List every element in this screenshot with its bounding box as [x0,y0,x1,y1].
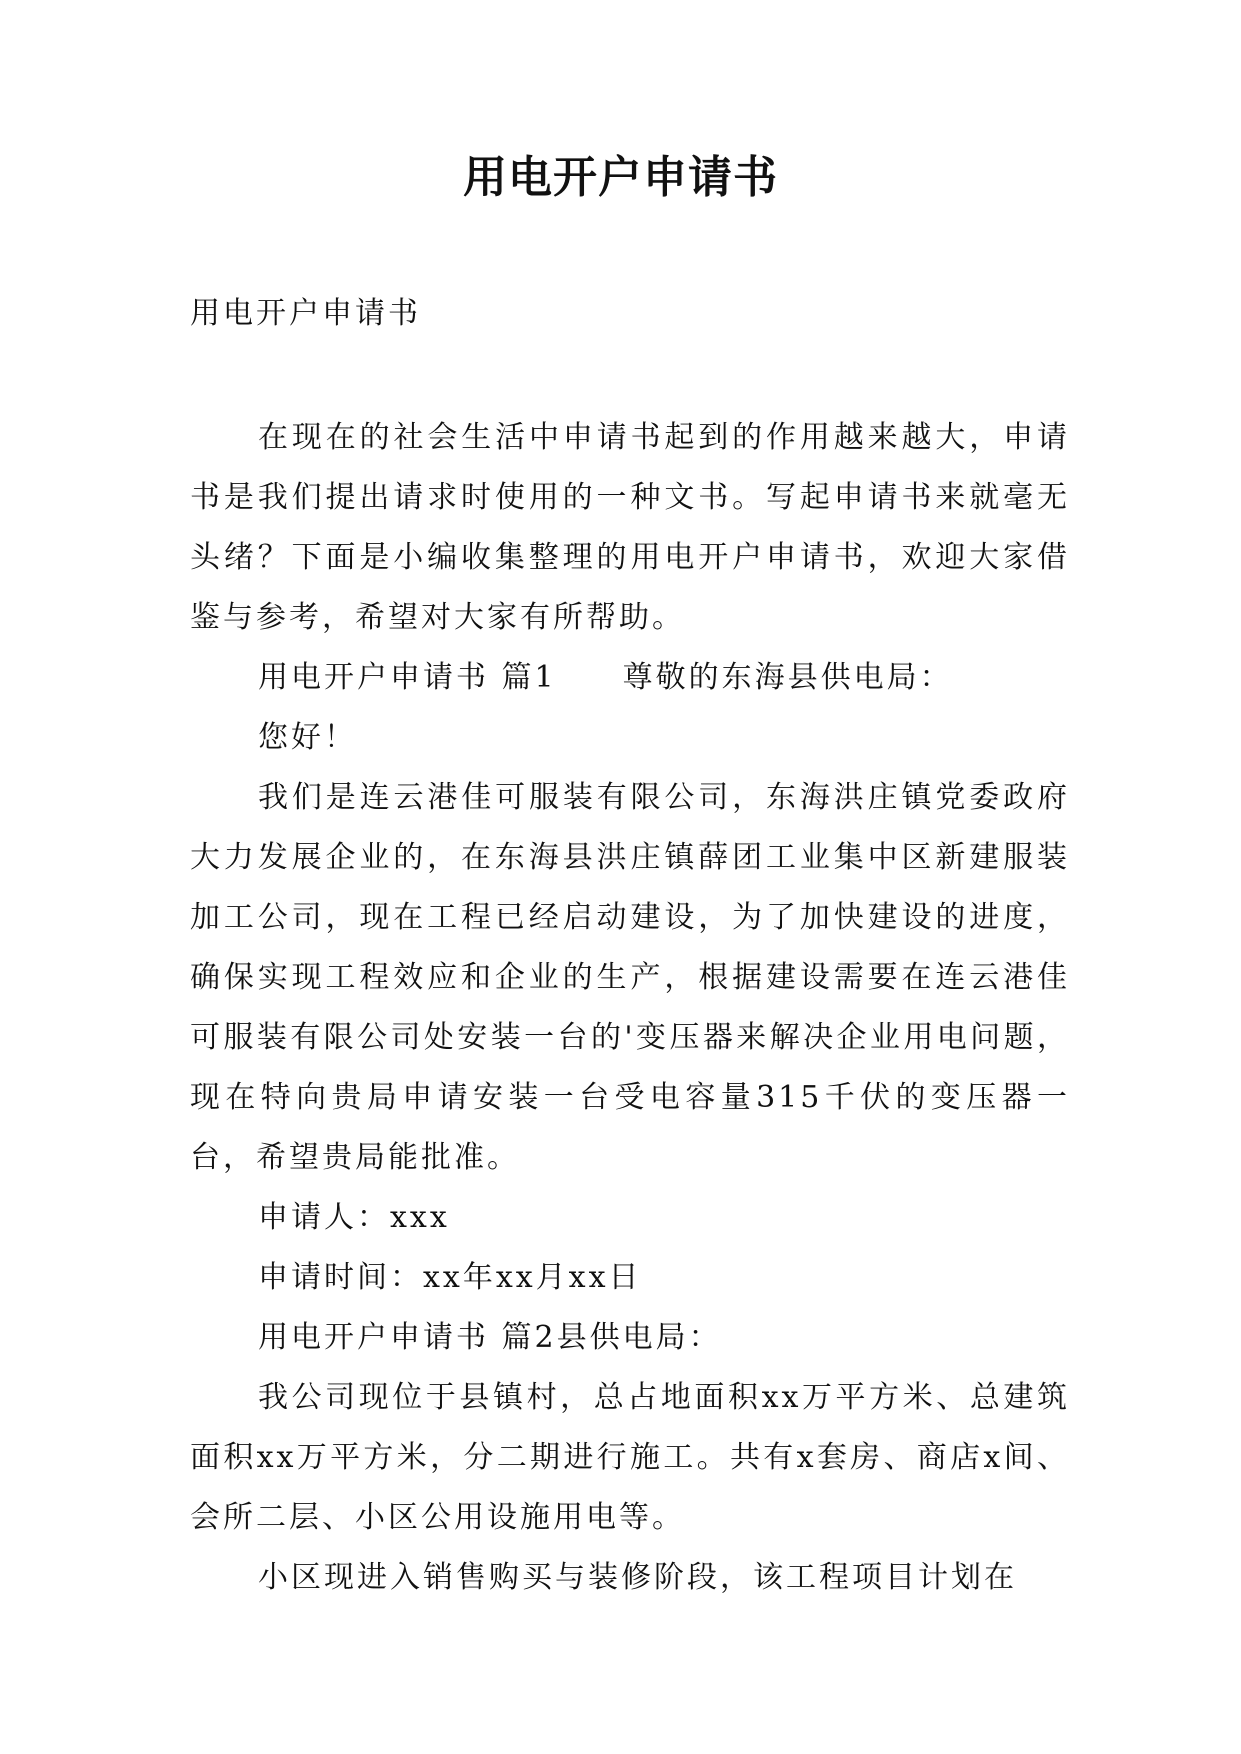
paragraph-section-1-heading: 用电开户申请书 篇1 尊敬的东海县供电局： [258,660,953,695]
paragraph-request: 我们是连云港佳可服装有限公司，东海洪庄镇党委政府大力发展企业的，在东海县洪庄镇薛团工业集中区新建服装加工公司，现在工程已经启动建设，为了加快建设的进度，确保实现工程效应和企业的生产，根据建设需要在连云港佳可服装有限公司处安装一台的'变压器来解决企业用电问题，现在特向贵局申请安装一台受电容量315千伏的变压器一台，希望贵局能批准。 [190,780,1070,1175]
document-title: 用电开户申请书 [463,152,778,203]
paragraph-intro: 在现在的社会生活中申请书起到的作用越来越大，申请书是我们提出请求时使用的一种文书。写起申请书来就毫无头绪？下面是小编收集整理的用电开户申请书，欢迎大家借鉴与参考，希望对大家有所帮助。 [190,420,1070,635]
document-subtitle: 用电开户申请书 [190,296,421,331]
paragraph-greeting: 您好！ [258,720,357,755]
paragraph-application-date: 申请时间：xx年xx月xx日 [258,1260,642,1295]
paragraph-applicant: 申请人：xxx [258,1200,450,1235]
paragraph-company-info: 我公司现位于县镇村，总占地面积xx万平方米、总建筑面积xx万平方米，分二期进行施工。共有x套房、商店x间、会所二层、小区公用设施用电等。 [190,1380,1070,1535]
paragraph-section-2-heading: 用电开户申请书 篇2县供电局： [258,1320,722,1355]
document-body [190,408,1070,1608]
paragraph-project-status: 小区现进入销售购买与装修阶段，该工程项目计划在 [258,1560,1017,1595]
